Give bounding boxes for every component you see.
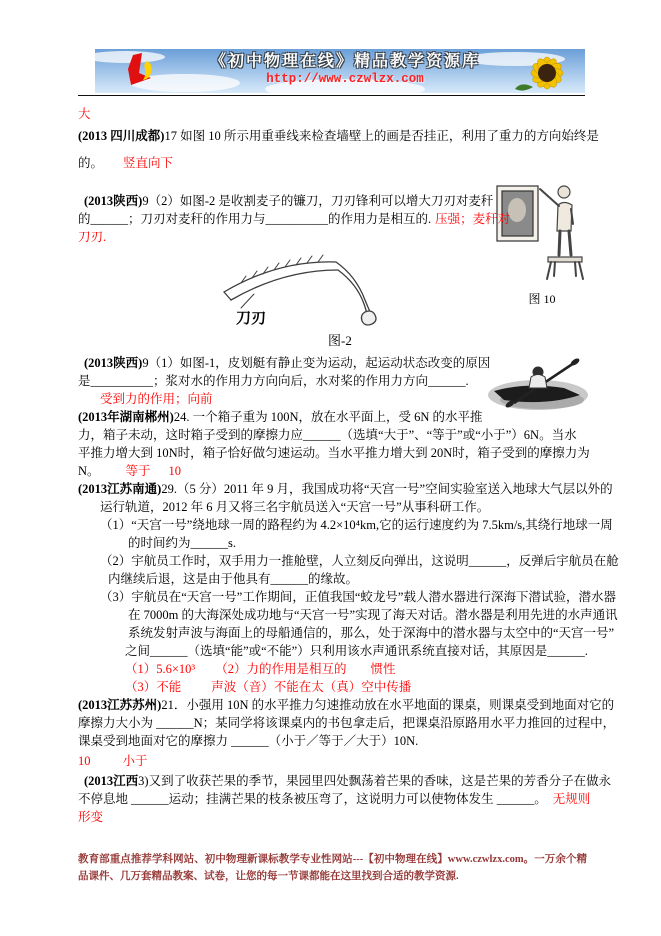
q7-text1: 3)又到了收获芒果的季节，果园里四处飘荡着芒果的香味，这是芒果的芳香分子在做永 (138, 774, 612, 788)
q7-source: (2013江西 (84, 774, 139, 788)
blade-label: 刀刃 (236, 311, 267, 327)
q5-source: (2013江苏南通) (78, 482, 162, 496)
q2-line2 (78, 210, 587, 228)
q4-line2 (78, 426, 587, 444)
q5-i2a-b: ，反弹后宇航员在舱 (506, 554, 619, 568)
q3-blank2: ______ (428, 374, 466, 388)
site-footer: 教育部重点推荐学科网站、初中物理新课标教学专业性网站---【初中物理在线】www.czwlzx.com。一万余个精品课件、几万套精品教案、试卷，让您的每一节课都能在这里找到合适的教学资源. (78, 854, 587, 882)
q6-answer-a: 10 (78, 754, 91, 768)
q4-text1: 24. 一个箱子重为 100N，放在水平面上，受 6N 的水平推 (173, 410, 483, 424)
q6-blank1: ______ (156, 716, 194, 730)
q3-line2 (78, 372, 587, 390)
q6-line2 (78, 714, 616, 732)
q2-line1 (78, 192, 587, 210)
q2-text2b: ；刀刃对麦秆的作用力与 (128, 212, 266, 226)
q7-text2b: 运动；挂满芒果的枝条被压弯了，这说明力可以使物体发生 (168, 792, 497, 806)
q4-text4: N。 (78, 464, 100, 478)
q4-text2a: 力，箱子未动，这时箱子受到的摩擦力应 (78, 428, 304, 442)
sickle-illustration (186, 248, 401, 330)
site-banner (95, 49, 585, 93)
q6-text1: 21．小强用 10N 的水平推力匀速推动放在水平地面的课桌，则课桌受到地面对它的 (161, 698, 615, 712)
q7-text2a: 不停息地 (78, 792, 132, 806)
banner-url-link[interactable]: http://www.czwlzx.com (266, 72, 424, 86)
q7-text2c: 。 (534, 792, 547, 806)
q7-answer2: 形变 (78, 810, 104, 824)
q7-line2 (78, 790, 591, 808)
figure-2-sickle (78, 248, 587, 354)
q4-blank1: ______ (303, 428, 341, 442)
q2-text2c: 的作用力是相互的. (328, 212, 432, 226)
figure-10-caption: 图 10 (528, 292, 556, 306)
q5-i3d-c: . (584, 644, 588, 658)
q5-i2b-a: 内继续后退，这是由于他具有 (108, 572, 271, 586)
q5-i3-blank2: ______ (547, 644, 585, 658)
header-divider (78, 95, 585, 96)
q3-source: (2013陕西) (84, 356, 143, 370)
q5-item2-line2 (108, 570, 587, 588)
q4-line1 (78, 408, 587, 426)
q5-item2-line1 (100, 552, 619, 570)
q1-answer: 竖直向下 (123, 156, 174, 170)
q6-answer-b: 小于 (122, 754, 148, 768)
banner-title: 《初中物理在线》精品教学资源库 (209, 53, 480, 70)
q5-i3d-b: （选填“能”或“不能”）只利用该水声通讯系统直接对话，其原因是 (187, 644, 548, 658)
q4-source: (2013年湖南郴州) (78, 410, 174, 424)
q5-i3d-a: 之间 (125, 644, 151, 658)
q5-item3-line1: （3）宇航员在“天宫一号”工作期间，正值我国“蛟龙号”载人潜水器进行深海下潜试验，潜水器 (100, 590, 616, 604)
q5-answer-line1 (125, 660, 587, 678)
q5-item3-line3: 系统发射声波与海面上的母船通信的，那么，处于深海中的潜水器与太空中的“天宫一号” (128, 626, 615, 640)
q2-text2a: 的 (78, 212, 91, 226)
q6-source: (2013江苏苏州) (78, 698, 162, 712)
q1-source: (2013 四川成都) (78, 129, 165, 143)
q5-answer2-a: （3）不能 (125, 680, 182, 694)
q1-text1: 17 如图 10 所示用重垂线来检查墙壁上的画是否挂正，利用了重力的方向始终是 (164, 129, 599, 143)
q2-answer1: 压强；麦秆对 (435, 212, 511, 226)
q7-line1 (78, 772, 612, 790)
q6-text2b: N；某同学将该课桌内的书包拿走后，把课桌沿原路用水平力推回的过程中， (193, 716, 616, 730)
q5-i3-blank1: ______ (150, 644, 188, 658)
q6-text2a: 摩擦力大小为 (78, 716, 157, 730)
q1-line1 (78, 127, 599, 145)
q5-i2-blank1: ______ (468, 554, 507, 568)
q6-line3 (78, 732, 587, 750)
q5-answer1-b: （2）力的作用是相互的 (215, 662, 347, 676)
q7-blank2: ______ (496, 792, 535, 806)
q5-text1: 29.（5 分）2011 年 9 月，我国成功将“天宫一号”空间实验室送入地球大气层以外的 (161, 482, 613, 496)
q7-blank1: ______ (131, 792, 169, 806)
document-body (78, 101, 619, 826)
q5-answer2-b: 声波（音）不能在太（真）空中传播 (211, 680, 412, 694)
q3-text2a: 是 (78, 374, 91, 388)
q4-line3: 平推力增大到 10N时，箱子恰好做匀速运动。当水平推力增大到 20N时，箱子受到的摩擦力为 (78, 446, 590, 460)
q4-line4 (78, 462, 587, 480)
q3-blank1: __________ (90, 374, 154, 388)
q5-line2: 运行轨道，2012 年 6 月又将三名宇航员送入“天宫一号”从事科研工作。 (100, 500, 490, 514)
q5-i2b-b: 的缘故。 (308, 572, 359, 586)
q5-item3-line4 (125, 642, 587, 660)
q6-blank2: ______ (231, 734, 269, 748)
q3-text2c: . (465, 374, 469, 388)
q2-blank2: __________ (265, 212, 329, 226)
q2-source: (2013陕西) (84, 194, 143, 208)
q5-i2-blank2: ______ (270, 572, 309, 586)
q3-text2b: ；浆对水的作用力方向向后，水对桨的作用力方向 (153, 374, 429, 388)
q5-i1b-b: s. (228, 536, 237, 550)
q5-answer-line2 (125, 678, 587, 696)
q2-blank1: ______ (90, 212, 129, 226)
q5-i1-blank: ______ (190, 536, 229, 550)
q5-i1b-a: 的时间约为 (128, 536, 191, 550)
q6-answer-line (78, 752, 587, 770)
stray-answer: 大 (78, 107, 91, 121)
q7-answer1: 无规则 (552, 792, 591, 806)
q3-answer: 受到力的作用；向前 (100, 392, 213, 406)
q5-answer1-a: （1）5.6×10³ (125, 662, 196, 676)
q1-text2: 的。 (78, 156, 104, 170)
q2-answer2: 刀刃. (78, 230, 107, 244)
q5-item1-line2 (128, 534, 587, 552)
q1-line2 (78, 154, 587, 172)
q2-text1: 9（2）如图-2 是收割麦子的镰刀，刀刃锋利可以增大刀刃对麦秆 (142, 194, 494, 208)
q5-i2a-a: （2）宇航员工作时，双手用力一推舱壁，人立刻反向弹出，这说明 (100, 554, 469, 568)
q4-answer-a: 等于 (125, 464, 151, 478)
q6-line1 (78, 696, 615, 714)
q4-text2b: （选填“大于”、“等于”或“小于”）6N。当水 (340, 428, 577, 442)
q5-answer1-c: 惯性 (370, 662, 396, 676)
q6-text3b: （小于／等于／大于）10N. (268, 734, 419, 748)
q4-answer-b: 10 (168, 464, 182, 478)
q3-text1: 9（1）如图-1，皮划艇有静止变为运动，起运动状态改变的原因 (142, 356, 491, 370)
q5-line1 (78, 480, 613, 498)
q5-item3-line2: 在 7000m 的大海深处成功地与“天宫一号”实现了海天对话。潜水器是利用先进的水声通讯 (128, 608, 618, 622)
banner-text-block (165, 49, 525, 87)
q6-text3a: 课桌受到地面对它的摩擦力 (78, 734, 232, 748)
q5-item1-line1: （1）“天宫一号”绕地球一周的路程约为 4.2×10⁴km,它的运行速度约为 7.5km/s,其绕行地球一周 (100, 518, 613, 532)
q3-line1 (78, 354, 587, 372)
figure-2-caption: 图-2 (328, 333, 352, 348)
